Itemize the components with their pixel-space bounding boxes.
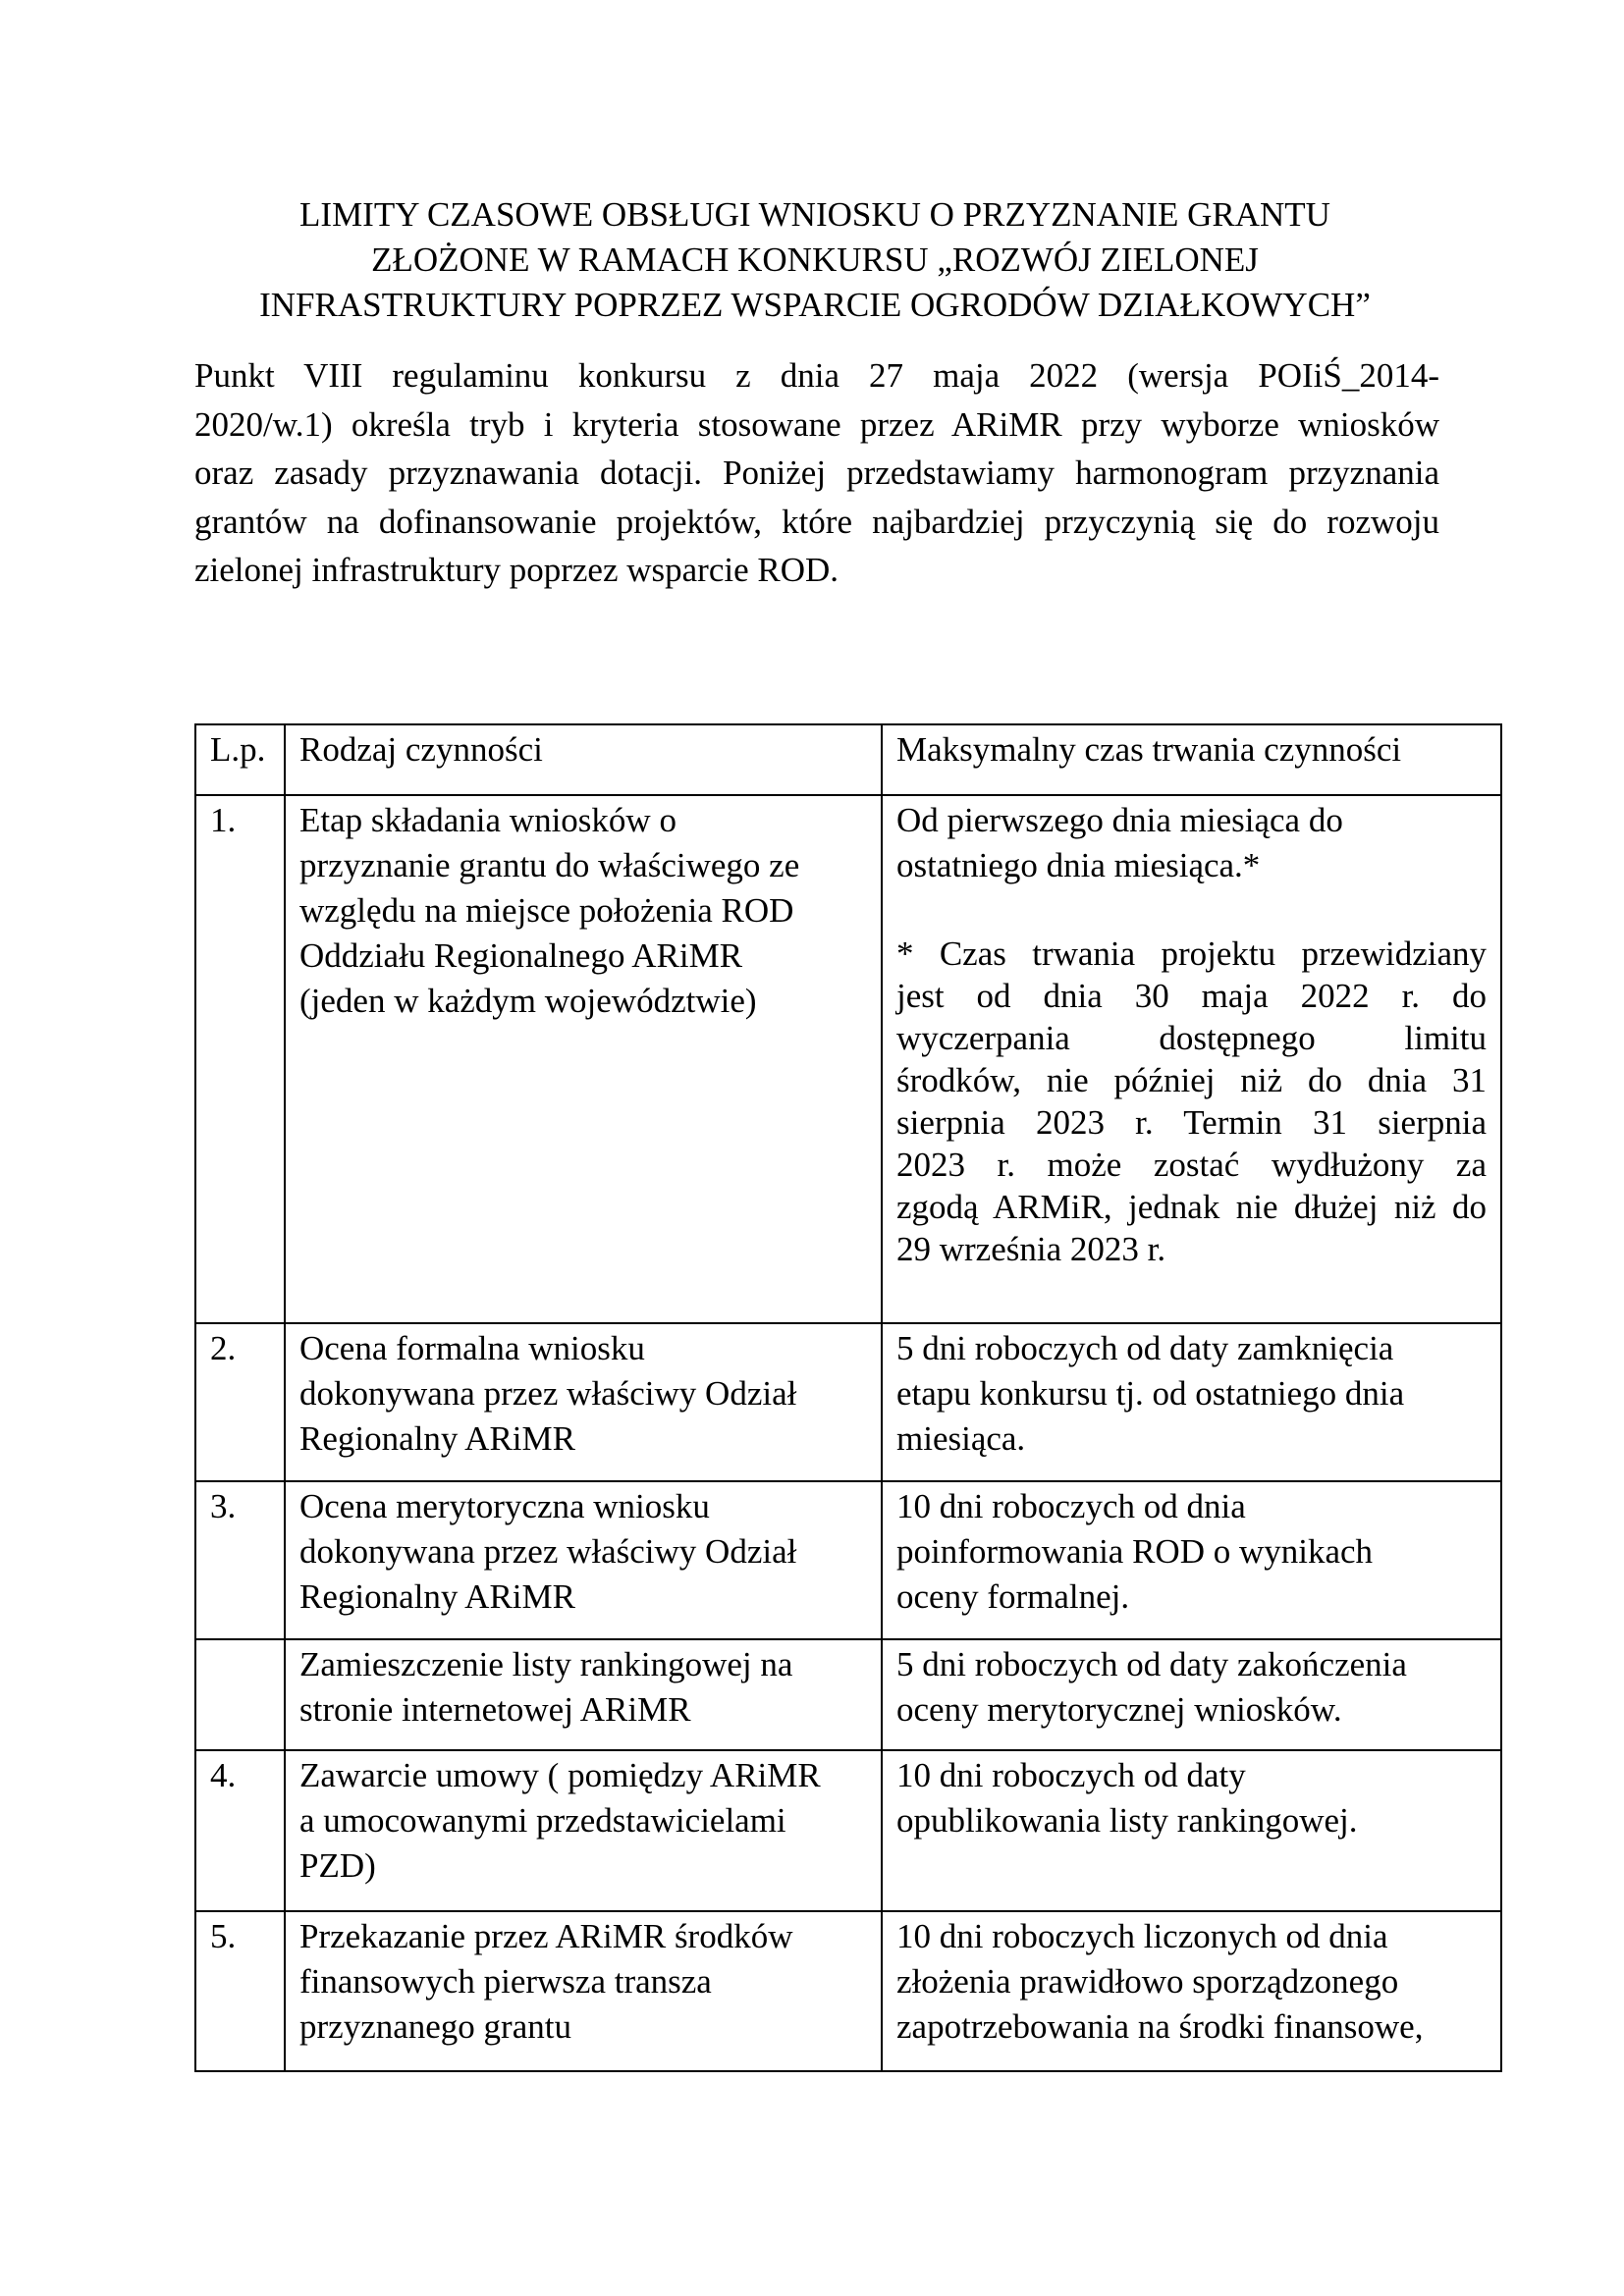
footnote-line: 2023 r. może zostać wydłużony za <box>896 1146 1487 1184</box>
activity-line: (jeden w każdym województwie) <box>299 982 757 1020</box>
footnote-line: jest od dnia 30 maja 2022 r. do <box>896 977 1487 1015</box>
header-lp: L.p. <box>195 724 285 795</box>
time-line: miesiąca. <box>896 1419 1026 1458</box>
time-line: 5 dni roboczych od daty zakończenia <box>896 1645 1407 1683</box>
activity-line: Oddziału Regionalnego ARiMR <box>299 936 743 975</box>
activity-line: Ocena merytoryczna wniosku <box>299 1487 710 1525</box>
row-activity <box>285 1639 882 1750</box>
row-time <box>882 795 1501 1323</box>
row-activity <box>285 1323 882 1481</box>
time-line: zapotrzebowania na środki finansowe, <box>896 2007 1424 2046</box>
activity-line: Zamieszczenie listy rankingowej na <box>299 1645 793 1683</box>
table-row <box>195 1323 1501 1481</box>
activity-line: Ocena formalna wniosku <box>299 1329 645 1367</box>
activity-line: Regionalny ARiMR <box>299 1577 575 1616</box>
activity-line: przyznanie grantu do właściwego ze <box>299 846 800 884</box>
footnote <box>896 933 1487 1270</box>
title-line-3: INFRASTRUKTURY POPRZEZ WSPARCIE OGRODÓW DZIAŁKOWYCH” <box>259 286 1371 324</box>
row-activity <box>285 1481 882 1639</box>
footnote-line: wyczerpania dostępnego limitu <box>896 1019 1487 1057</box>
time-line: ostatniego dnia miesiąca.* <box>896 846 1261 884</box>
intro-line-1: Punkt VIII regulaminu konkursu z dnia 27 maja 2022 (wersja POIiŚ_2014- <box>194 356 1439 395</box>
row-activity <box>285 1911 882 2071</box>
time-line: oceny formalnej. <box>896 1577 1130 1616</box>
row-activity <box>285 1750 882 1911</box>
activity-line: finansowych pierwsza transza <box>299 1962 712 2001</box>
row-lp: 1. <box>195 795 285 1323</box>
intro-line-4: grantów na dofinansowanie projektów, które najbardziej przyczynią się do rozwoju <box>194 502 1439 541</box>
row-lp: 3. <box>195 1481 285 1639</box>
intro-line-3: oraz zasady przyznawania dotacji. Poniżej przedstawiamy harmonogram przyznania <box>194 454 1439 492</box>
intro-paragraph <box>194 351 1439 595</box>
schedule-table <box>194 723 1502 2072</box>
activity-line: PZD) <box>299 1846 376 1885</box>
time-line: etapu konkursu tj. od ostatniego dnia <box>896 1374 1405 1413</box>
activity-line: przyznanego grantu <box>299 2007 571 2046</box>
intro-line-2: 2020/w.1) określa tryb i kryteria stosowane przez ARiMR przy wyborze wniosków <box>194 404 1439 444</box>
table-row <box>195 1911 1501 2071</box>
footnote-line: * Czas trwania projektu przewidziany <box>896 934 1487 973</box>
footnote-line: środków, nie później niż do dnia 31 <box>896 1061 1487 1099</box>
row-lp: 2. <box>195 1323 285 1481</box>
row-time <box>882 1911 1501 2071</box>
intro-line-5: zielonej infrastruktury poprzez wsparcie ROD. <box>194 551 839 589</box>
activity-line: Zawarcie umowy ( pomiędzy ARiMR <box>299 1756 821 1794</box>
table-row <box>195 1639 1501 1750</box>
activity-line: Przekazanie przez ARiMR środków <box>299 1917 793 1955</box>
time-line: 10 dni roboczych liczonych od dnia <box>896 1917 1388 1955</box>
footnote-line: sierpnia 2023 r. Termin 31 sierpnia <box>896 1103 1487 1142</box>
row-lp <box>195 1639 285 1750</box>
activity-line: dokonywana przez właściwy Odział <box>299 1532 797 1571</box>
time-line: poinformowania ROD o wynikach <box>896 1532 1374 1571</box>
time-line: złożenia prawidłowo sporządzonego <box>896 1962 1399 2001</box>
time-line: Od pierwszego dnia miesiąca do <box>896 801 1343 839</box>
row-time <box>882 1750 1501 1911</box>
activity-line: Etap składania wniosków o <box>299 801 677 839</box>
row-time <box>882 1481 1501 1639</box>
row-lp: 4. <box>195 1750 285 1911</box>
row-time <box>882 1639 1501 1750</box>
activity-line: względu na miejsce położenia ROD <box>299 891 794 930</box>
footnote-line: zgodą ARMiR, jednak nie dłużej niż do <box>896 1188 1487 1226</box>
activity-line: dokonywana przez właściwy Odział <box>299 1374 797 1413</box>
time-line: oceny merytorycznej wniosków. <box>896 1690 1342 1729</box>
row-activity <box>285 795 882 1323</box>
time-line: opublikowania listy rankingowej. <box>896 1801 1358 1840</box>
header-activity: Rodzaj czynności <box>285 724 882 795</box>
activity-line: stronie internetowej ARiMR <box>299 1690 691 1729</box>
document-title <box>177 192 1453 328</box>
row-lp: 5. <box>195 1911 285 2071</box>
table-row <box>195 1481 1501 1639</box>
title-line-2: ZŁOŻONE W RAMACH KONKURSU „ROZWÓJ ZIELONEJ <box>371 240 1259 279</box>
header-time: Maksymalny czas trwania czynności <box>882 724 1501 795</box>
time-line: 5 dni roboczych od daty zamknięcia <box>896 1329 1394 1367</box>
time-line: 10 dni roboczych od dnia <box>896 1487 1246 1525</box>
row-time <box>882 1323 1501 1481</box>
table-row <box>195 1750 1501 1911</box>
activity-line: Regionalny ARiMR <box>299 1419 575 1458</box>
table-row <box>195 795 1501 1323</box>
table-header-row <box>195 724 1501 795</box>
title-line-1: LIMITY CZASOWE OBSŁUGI WNIOSKU O PRZYZNANIE GRANTU <box>299 195 1330 234</box>
time-line: 10 dni roboczych od daty <box>896 1756 1246 1794</box>
footnote-line: 29 września 2023 r. <box>896 1230 1166 1268</box>
activity-line: a umocowanymi przedstawicielami <box>299 1801 786 1840</box>
